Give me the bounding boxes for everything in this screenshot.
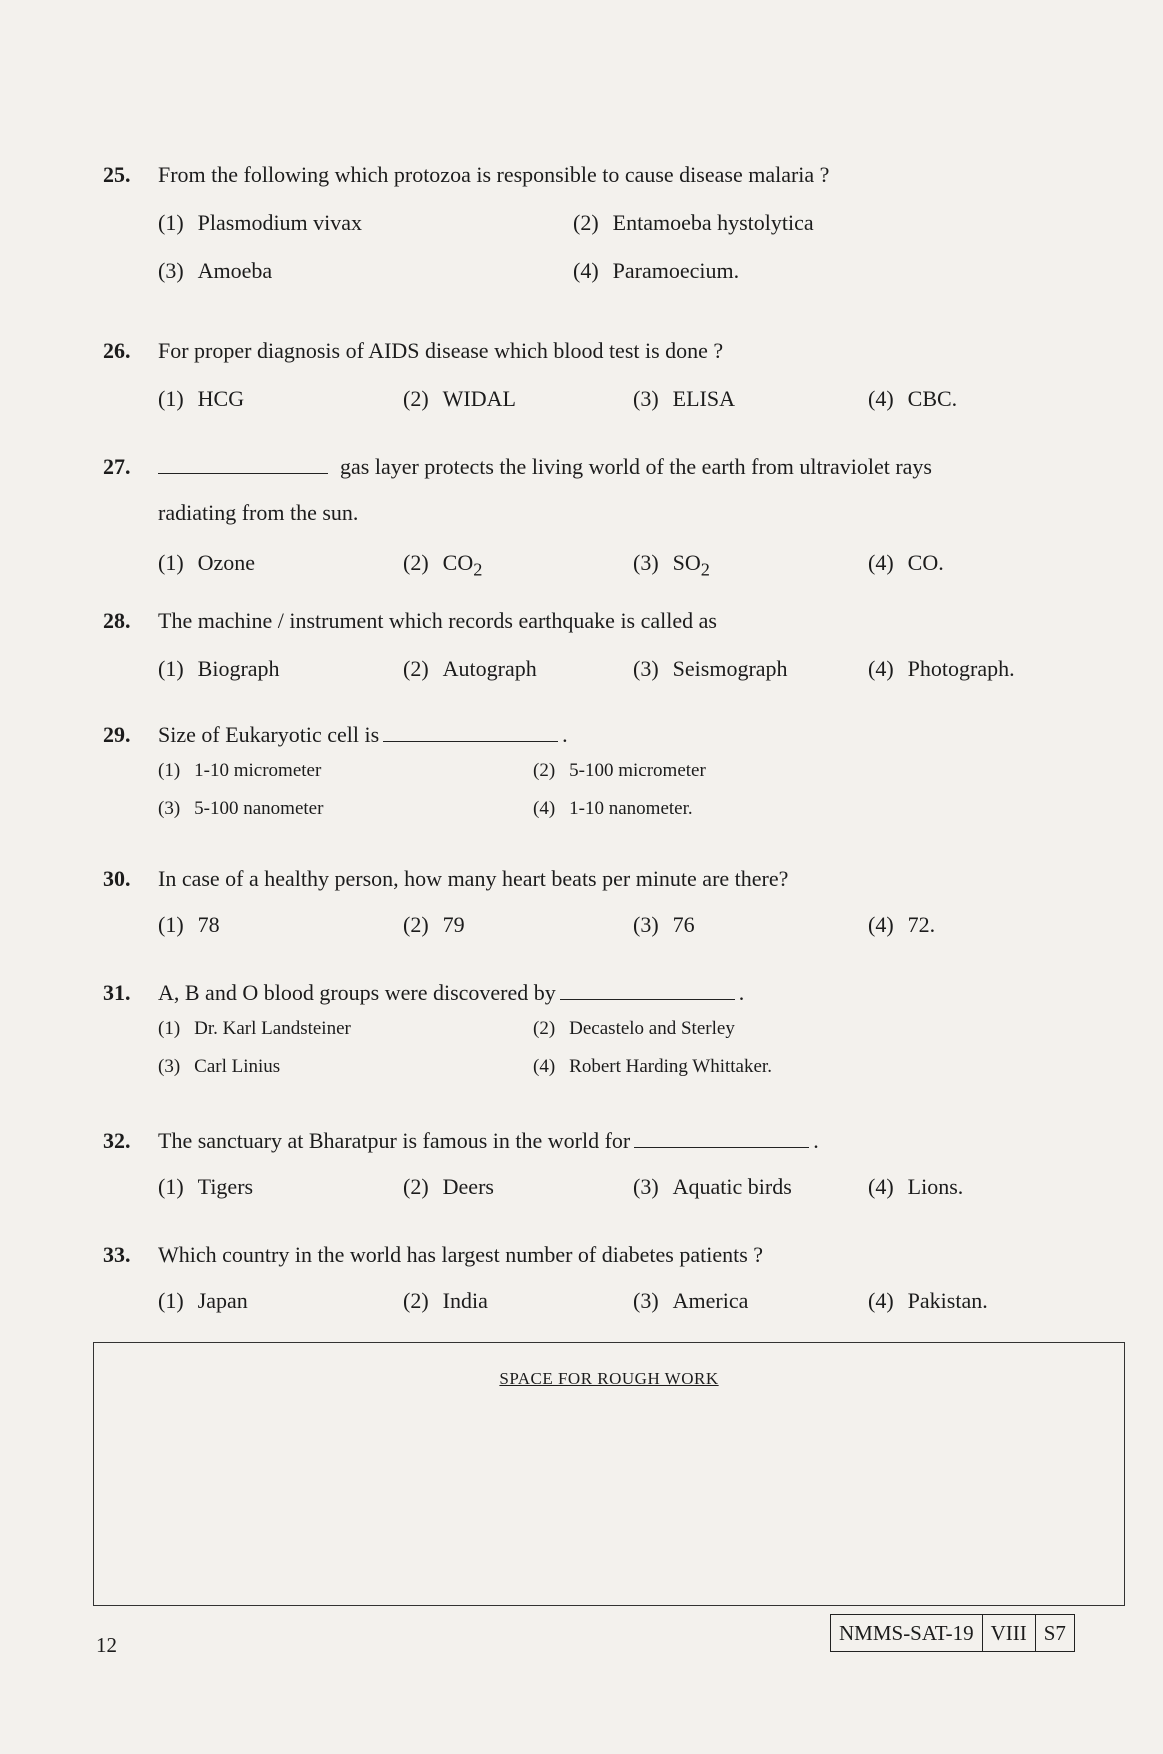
option-3: (3) $SO_2$ [633, 550, 710, 580]
question-text: From the following which protozoa is responsible to cause disease malaria ? [158, 162, 830, 187]
option-4: (4) Pakistan. [868, 1288, 988, 1313]
option-4: (4) Robert Harding Whittaker. [533, 1056, 772, 1077]
answer-blank [158, 453, 328, 474]
question-number: 25. [103, 162, 131, 187]
question-text: Which country in the world has largest number of diabetes patients ? [158, 1242, 764, 1267]
class-label: VIII [982, 1615, 1035, 1651]
answer-blank [634, 1127, 809, 1148]
paper-code-box [830, 1614, 1075, 1652]
option-1: (1) Japan [158, 1288, 248, 1313]
option-4: (4) CBC. [868, 386, 958, 411]
option-2: (2) Decastelo and Sterley [533, 1018, 735, 1039]
option-3: (3) America [633, 1288, 749, 1313]
option-2: (2) Entamoeba hystolytica [573, 210, 814, 235]
option-1: (1) HCG [158, 386, 245, 411]
option-2: (2) 79 [403, 912, 465, 937]
option-2: (2) Deers [403, 1174, 494, 1199]
option-3: (3) 76 [633, 912, 695, 937]
option-1: (1) 78 [158, 912, 220, 937]
question-text: The sanctuary at Bharatpur is famous in the world for . [158, 1128, 819, 1153]
option-4: (4) Paramoecium. [573, 258, 740, 283]
option-1: (1) 1-10 micrometer [158, 760, 322, 781]
question-text: gas layer protects the living world of the earth from ultraviolet rays [158, 452, 932, 482]
option-3: (3) ELISA [633, 386, 735, 411]
option-2: (2) India [403, 1288, 488, 1313]
option-2: (2) 5-100 micrometer [533, 760, 706, 781]
option-2: (2) $CO_2$ [403, 550, 483, 580]
option-3: (3) Seismograph [633, 656, 788, 681]
option-3: (3) Carl Linius [158, 1056, 281, 1077]
option-4: (4) CO. [868, 550, 944, 575]
option-1: (1) Plasmodium vivax [158, 210, 363, 235]
option-1: (1) Dr. Karl Landsteiner [158, 1018, 351, 1039]
option-4: (4) Photograph. [868, 656, 1015, 681]
question-number: 26. [103, 338, 131, 363]
question-number: 29. [103, 722, 131, 747]
question-number: 30. [103, 866, 131, 891]
option-1: (1) Tigers [158, 1174, 254, 1199]
page-number: 12 [96, 1633, 117, 1657]
question-number: 28. [103, 608, 131, 633]
option-3: (3) Aquatic birds [633, 1174, 792, 1199]
option-4: (4) 72. [868, 912, 936, 937]
option-2: (2) WIDAL [403, 386, 516, 411]
question-number: 32. [103, 1128, 131, 1153]
answer-blank [560, 979, 735, 1000]
option-1: (1) Ozone [158, 550, 256, 575]
question-number: 31. [103, 980, 131, 1005]
question-text: Size of Eukaryotic cell is . [158, 722, 568, 747]
option-2: (2) Autograph [403, 656, 537, 681]
question-number: 27. [103, 454, 131, 479]
question-text: The machine / instrument which records earthquake is called as [158, 608, 717, 633]
paper-code: NMMS-SAT-19 [839, 1621, 974, 1645]
series-label: S7 [1035, 1615, 1074, 1651]
option-3: (3) Amoeba [158, 258, 273, 283]
question-text: In case of a healthy person, how many heart beats per minute are there? [158, 866, 789, 891]
question-text: A, B and O blood groups were discovered by . [158, 980, 745, 1005]
question-number: 33. [103, 1242, 131, 1267]
option-4: (4) 1-10 nanometer. [533, 798, 693, 819]
answer-blank [383, 721, 558, 742]
option-3: (3) 5-100 nanometer [158, 798, 324, 819]
question-text-continued: radiating from the sun. [158, 500, 359, 525]
rough-work-title: SPACE FOR ROUGH WORK [499, 1369, 719, 1388]
option-1: (1) Biograph [158, 656, 280, 681]
rough-work-box [93, 1342, 1125, 1606]
question-text: For proper diagnosis of AIDS disease which blood test is done ? [158, 338, 724, 363]
option-4: (4) Lions. [868, 1174, 964, 1199]
